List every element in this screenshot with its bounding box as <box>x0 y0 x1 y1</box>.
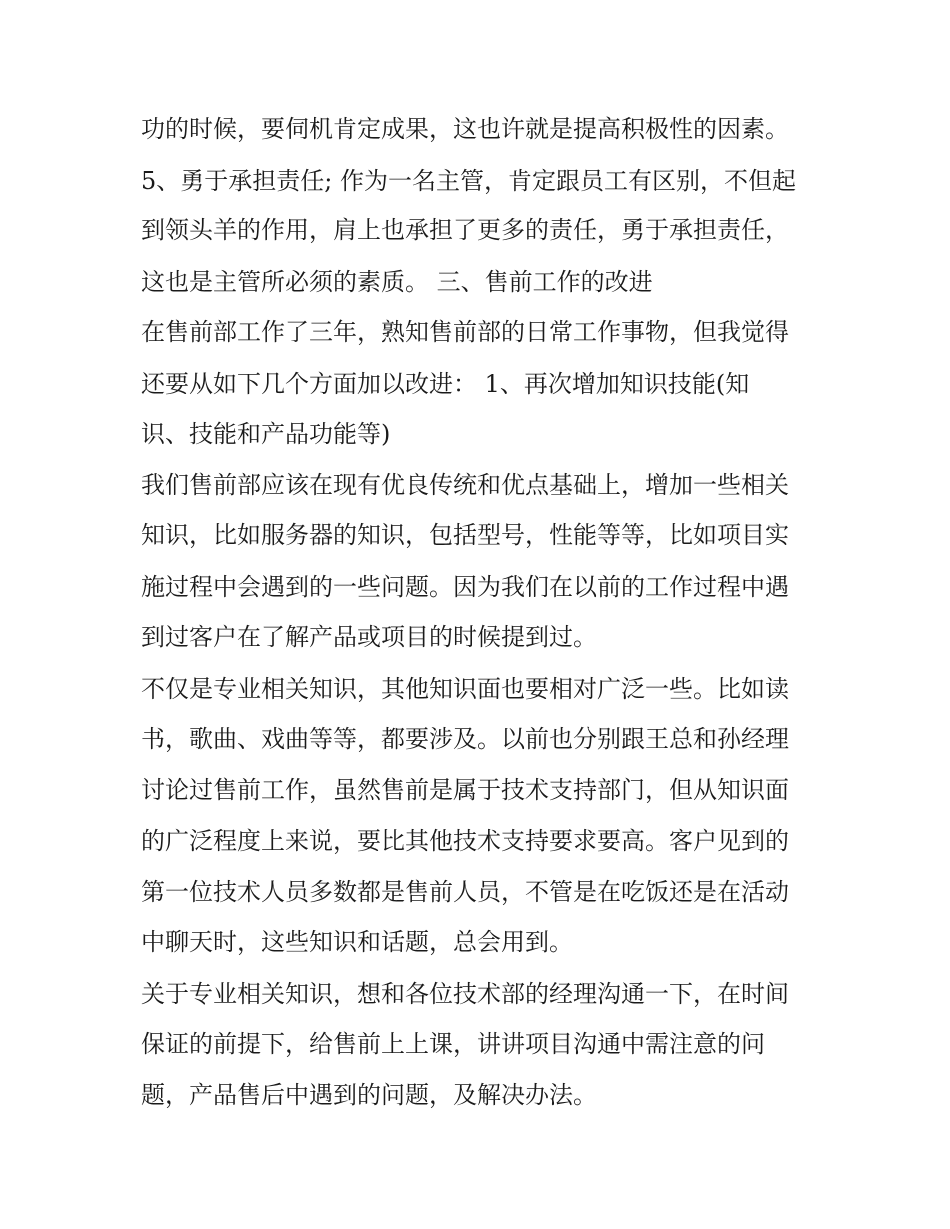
text-line: 中聊天时，这些知识和话题，总会用到。 <box>141 928 573 956</box>
text-line: 保证的前提下，给售前上上课，讲讲项目沟通中需注意的问 <box>141 1030 765 1058</box>
text-line: 我们售前部应该在现有优良传统和优点基础上，增加一些相关 <box>141 471 789 499</box>
text-line: 到过客户在了解产品或项目的时候提到过。 <box>141 623 597 651</box>
text-line: 功的时候，要伺机肯定成果，这也许就是提高积极性的因素。 <box>141 115 789 143</box>
text-line: 第一位技术人员多数都是售前人员，不管是在吃饭还是在活动 <box>141 878 789 906</box>
text-line: 知识，比如服务器的知识，包括型号，性能等等，比如项目实 <box>141 521 789 549</box>
text-line: 5、勇于承担责任; 作为一名主管，肯定跟员工有区别，不但起 <box>141 167 796 195</box>
text-line: 这也是主管所必须的素质。 三、售前工作的改进 <box>141 268 653 296</box>
text-line: 识、技能和产品功能等) <box>141 420 391 448</box>
text-line: 在售前部工作了三年，熟知售前部的日常工作事物，但我觉得 <box>141 318 789 346</box>
text-line: 题，产品售后中遇到的问题，及解决办法。 <box>141 1081 597 1109</box>
text-line: 不仅是专业相关知识，其他知识面也要相对广泛一些。比如读 <box>141 675 789 703</box>
text-line: 讨论过售前工作，虽然售前是属于技术支持部门，但从知识面 <box>141 776 789 804</box>
text-line: 还要从如下几个方面加以改进： 1、再次增加知识技能(知 <box>141 370 750 398</box>
text-line: 关于专业相关知识，想和各位技术部的经理沟通一下，在时间 <box>141 980 789 1008</box>
text-line: 到领头羊的作用，肩上也承担了更多的责任，勇于承担责任， <box>141 216 789 244</box>
text-line: 施过程中会遇到的一些问题。因为我们在以前的工作过程中遇 <box>141 573 789 601</box>
text-line: 书，歌曲、戏曲等等，都要涉及。以前也分别跟王总和孙经理 <box>141 725 789 753</box>
text-line: 的广泛程度上来说，要比其他技术支持要求要高。客户见到的 <box>141 827 789 855</box>
